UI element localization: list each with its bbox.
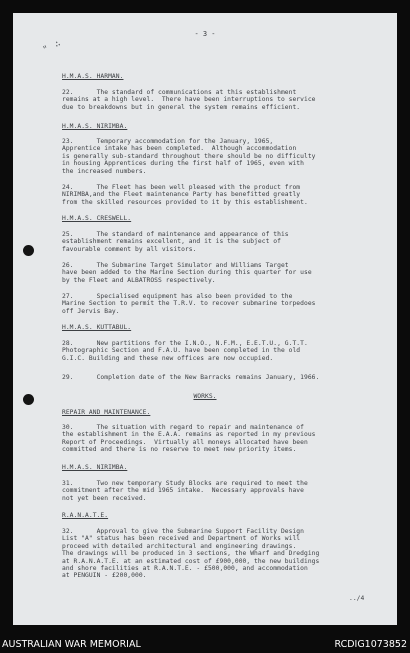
paragraph-24: 24. The Fleet has been well pleased with the product from NIRIMBA,and the Fleet maintenance Party has benefitted greatly from the skilled resources provided to it by this establishment. (62, 184, 308, 206)
paragraph-25: 25. The standard of maintenance and appearance of this establishment remains excellent, and it is the subject of favourable comment by all visitors. (62, 231, 289, 253)
footer-institution: AUSTRALIAN WAR MEMORIAL (2, 639, 141, 650)
heading-repair-maintenance: REPAIR AND MAINTENANCE. (62, 409, 151, 416)
paragraph-28: 28. New partitions for the I.N.O., N.F.M., E.E.T.U., G.T.T. Photographic Section and F.A.U. have been completed in the old G.I.C. Building and these new offices are now occupied. (62, 340, 308, 362)
heading-nirimba-works: H.M.A.S. NIRIMBA. (62, 464, 128, 471)
heading-ranate: R.A.N.A.T.E. (62, 512, 109, 519)
paragraph-23: 23. Temporary accommodation for the January, 1965, Apprentice intake has been completed. Although accommodation is generally sub-standard throughout there should be no difficulty in housing Apprentices during the first half of 1965, even with the increased numbers. (62, 138, 316, 175)
footer-record-id: RCDIG1073852 (334, 639, 407, 650)
paragraph-27: 27. Specialised equipment has also been provided to the Marine Section to permit the T.R.V. to recover submarine torpedoes off Jervis Bay. (62, 293, 316, 315)
paragraph-26: 26. The Submarine Target Simulator and Williams Target have been added to the Marine Section during this quarter for use by the Fleet and ALBATROSS respectively. (62, 262, 312, 284)
paragraph-22: 22. The standard of communications at this establishment remains at a high level. There have been interruptions to service due to breakdowns but in general the system remains efficient. (62, 89, 316, 111)
handwritten-mark: " ∴ (41, 38, 64, 56)
paragraph-30: 30. The situation with regard to repair and maintenance of the establishment in the E.A.A. remains as reported in my previous Report of Proceedings. Virtually all moneys allocated have been committed and there is no reserve to meet new priority items. (62, 424, 316, 454)
paragraph-29: 29. Completion date of the New Barracks remains January, 1966. (62, 374, 320, 381)
heading-nirimba: H.M.A.S. NIRIMBA. (62, 123, 128, 130)
heading-creswell: H.M.A.S. CRESWELL. (62, 215, 132, 222)
continuation-marker: ../4 (349, 595, 365, 602)
heading-harman: H.M.A.S. HARMAN. (62, 73, 124, 80)
archive-footer (0, 638, 410, 653)
heading-works: WORKS. (193, 393, 217, 400)
heading-kuttabul: H.M.A.S. KUTTABUL. (62, 324, 132, 331)
punch-hole (23, 245, 34, 256)
paragraph-31: 31. Two new temporary Study Blocks are required to meet the commitment after the mid 1965 intake. Necessary approvals have not yet been received. (62, 480, 308, 502)
document-page (13, 13, 397, 625)
paragraph-32: 32. Approval to give the Submarine Support Facility Design List "A" status has been received and Department of Works will proceed with detailed architectural and engineering drawings. The drawings will be produced in 3 sections, the Wharf and Dredging at R.A.N.A.T.E. at an estimated cost of £900,000, the new buildings and shore facilities at R.A.N.T.E. - £500,000, and accommodation at PENGUIN - £200,000. (62, 528, 320, 580)
page-number: - 3 - (194, 30, 216, 38)
